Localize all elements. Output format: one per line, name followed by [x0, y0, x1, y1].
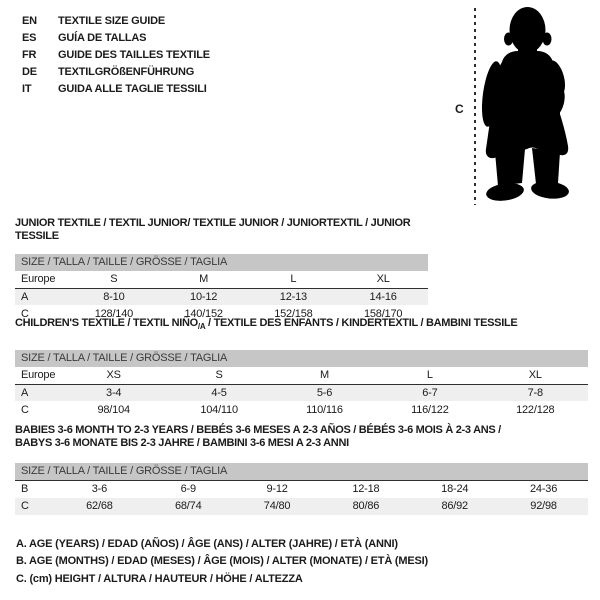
title-subscript: /A — [197, 322, 206, 332]
title-text: CHILDREN'S TEXTILE / TEXTIL NIÑO — [15, 317, 198, 329]
size-cell: L — [377, 367, 482, 384]
legend-line-a: A. AGE (YEARS) / EDAD (AÑOS) / ÂGE (ANS) / ALTER (JAHRE) / ETÀ (ANNI) — [16, 538, 398, 550]
row-label: A — [21, 290, 29, 303]
language-row — [22, 63, 210, 80]
size-header-bar: SIZE / TALLA / TAILLE / GRÖSSE / TAGLIA — [15, 350, 588, 367]
language-row — [22, 12, 210, 29]
language-label: TEXTILGRÖßENFÜHRUNG — [58, 65, 195, 78]
size-cell: XS — [61, 367, 166, 384]
language-label: GUÍA DE TALLAS — [58, 31, 147, 44]
age-cell: 12-18 — [352, 483, 380, 496]
title-line: BABYS 3-6 MONATE BIS 2-3 JAHRE / BAMBINI 3-6 MESI A 2-3 ANNI — [15, 437, 349, 449]
language-code: IT — [22, 82, 32, 95]
size-cell: L — [249, 271, 339, 288]
age-cell: 4-5 — [211, 386, 227, 399]
table-row-age — [15, 384, 588, 401]
legend-line-c: C. (cm) HEIGHT / ALTURA / HAUTEUR / HÖHE / ALTEZZA — [16, 572, 303, 585]
table-row-europe — [15, 271, 428, 288]
language-code: ES — [22, 31, 37, 44]
height-marker-label: C — [455, 102, 464, 116]
height-cell: 158/170 — [363, 307, 403, 320]
height-cell: 116/122 — [411, 403, 449, 416]
age-cell: 18-24 — [441, 483, 469, 496]
height-cell: 98/104 — [97, 403, 130, 416]
language-label: GUIDA ALLE TAGLIE TESSILI — [58, 82, 207, 95]
height-cell: 86/92 — [441, 500, 468, 512]
size-cell: XL — [338, 271, 428, 288]
size-cell: M — [159, 271, 249, 288]
size-cell: M — [272, 367, 377, 384]
language-list — [22, 12, 210, 97]
language-code: DE — [22, 65, 37, 78]
table-row-age-months — [15, 481, 588, 498]
language-label: TEXTILE SIZE GUIDE — [58, 14, 166, 27]
language-row — [22, 46, 210, 63]
row-label: C — [21, 403, 29, 416]
age-cell: 7-8 — [527, 386, 543, 399]
age-cell: 6-9 — [180, 483, 196, 496]
age-cell: 6-7 — [422, 386, 438, 399]
size-cell: S — [166, 367, 271, 384]
junior-textile-section — [15, 217, 428, 322]
age-cell: 9-12 — [266, 483, 288, 496]
height-cell: 80/86 — [352, 500, 380, 512]
legend-line-b: B. AGE (MONTHS) / EDAD (MESES) / ÂGE (MOIS) / ALTER (MONATE) / ETÀ (MESI) — [16, 555, 428, 568]
age-cell: 12-13 — [279, 290, 307, 303]
height-cell: 104/110 — [200, 403, 238, 416]
age-cell: 3-4 — [106, 386, 122, 399]
row-label: C — [21, 500, 29, 512]
height-dashed-line — [474, 8, 476, 205]
size-header-bar: SIZE / TALLA / TAILLE / GRÖSSE / TAGLIA — [15, 254, 428, 271]
table-row-age — [15, 288, 428, 305]
section-title — [15, 317, 588, 333]
title-text: / TEXTILE DES ENFANTS / KINDERTEXTIL / BAMBINI TESSILE — [205, 317, 518, 329]
height-cell: 68/74 — [174, 500, 202, 512]
height-cell: 62/68 — [86, 500, 113, 512]
table-row-europe — [15, 367, 588, 384]
table-row-height — [15, 401, 588, 418]
babies-textile-section — [15, 424, 588, 515]
height-cell: 122/128 — [516, 403, 555, 416]
height-cell: 140/152 — [184, 307, 223, 320]
row-label: B — [21, 483, 29, 496]
language-row — [22, 80, 210, 97]
age-cell: 10-12 — [190, 290, 218, 303]
language-label: GUIDE DES TAILLES TEXTILE — [58, 48, 210, 61]
children-textile-section — [15, 317, 588, 418]
height-cell: 128/140 — [94, 307, 134, 320]
row-label: Europe — [15, 271, 69, 288]
size-header-bar: SIZE / TALLA / TAILLE / GRÖSSE / TAGLIA — [15, 463, 588, 480]
language-code: FR — [22, 48, 37, 61]
babies-size-table — [15, 480, 588, 515]
title-line: BABIES 3-6 MONTH TO 2-3 YEARS / BEBÉS 3-6 MESES A 2-3 AÑOS / BÉBÉS 3-6 MOIS À 2-3 ANS / — [15, 424, 501, 436]
table-row-height — [15, 498, 588, 515]
height-cell: 92/98 — [530, 500, 557, 512]
row-label: C — [21, 307, 29, 320]
children-size-table — [15, 367, 588, 418]
size-cell: XL — [483, 367, 588, 384]
junior-size-table — [15, 271, 428, 322]
row-label: Europe — [15, 367, 61, 384]
age-cell: 24-36 — [530, 483, 558, 496]
baby-silhouette-icon — [480, 2, 588, 206]
age-cell: 14-16 — [369, 290, 397, 303]
section-title: JUNIOR TEXTILE / TEXTIL JUNIOR/ TEXTILE JUNIOR / JUNIORTEXTIL / JUNIOR TESSILE — [15, 217, 411, 242]
age-cell: 3-6 — [91, 483, 108, 496]
row-label: A — [21, 386, 29, 399]
height-cell: 110/116 — [306, 403, 343, 416]
age-cell: 5-6 — [316, 386, 333, 399]
size-cell: S — [69, 271, 159, 288]
language-row — [22, 29, 210, 46]
height-cell: 152/158 — [274, 307, 313, 320]
age-cell: 8-10 — [103, 290, 125, 303]
height-cell: 74/80 — [263, 500, 291, 512]
section-title — [15, 424, 588, 450]
legend — [16, 536, 428, 588]
language-code: EN — [22, 14, 37, 27]
